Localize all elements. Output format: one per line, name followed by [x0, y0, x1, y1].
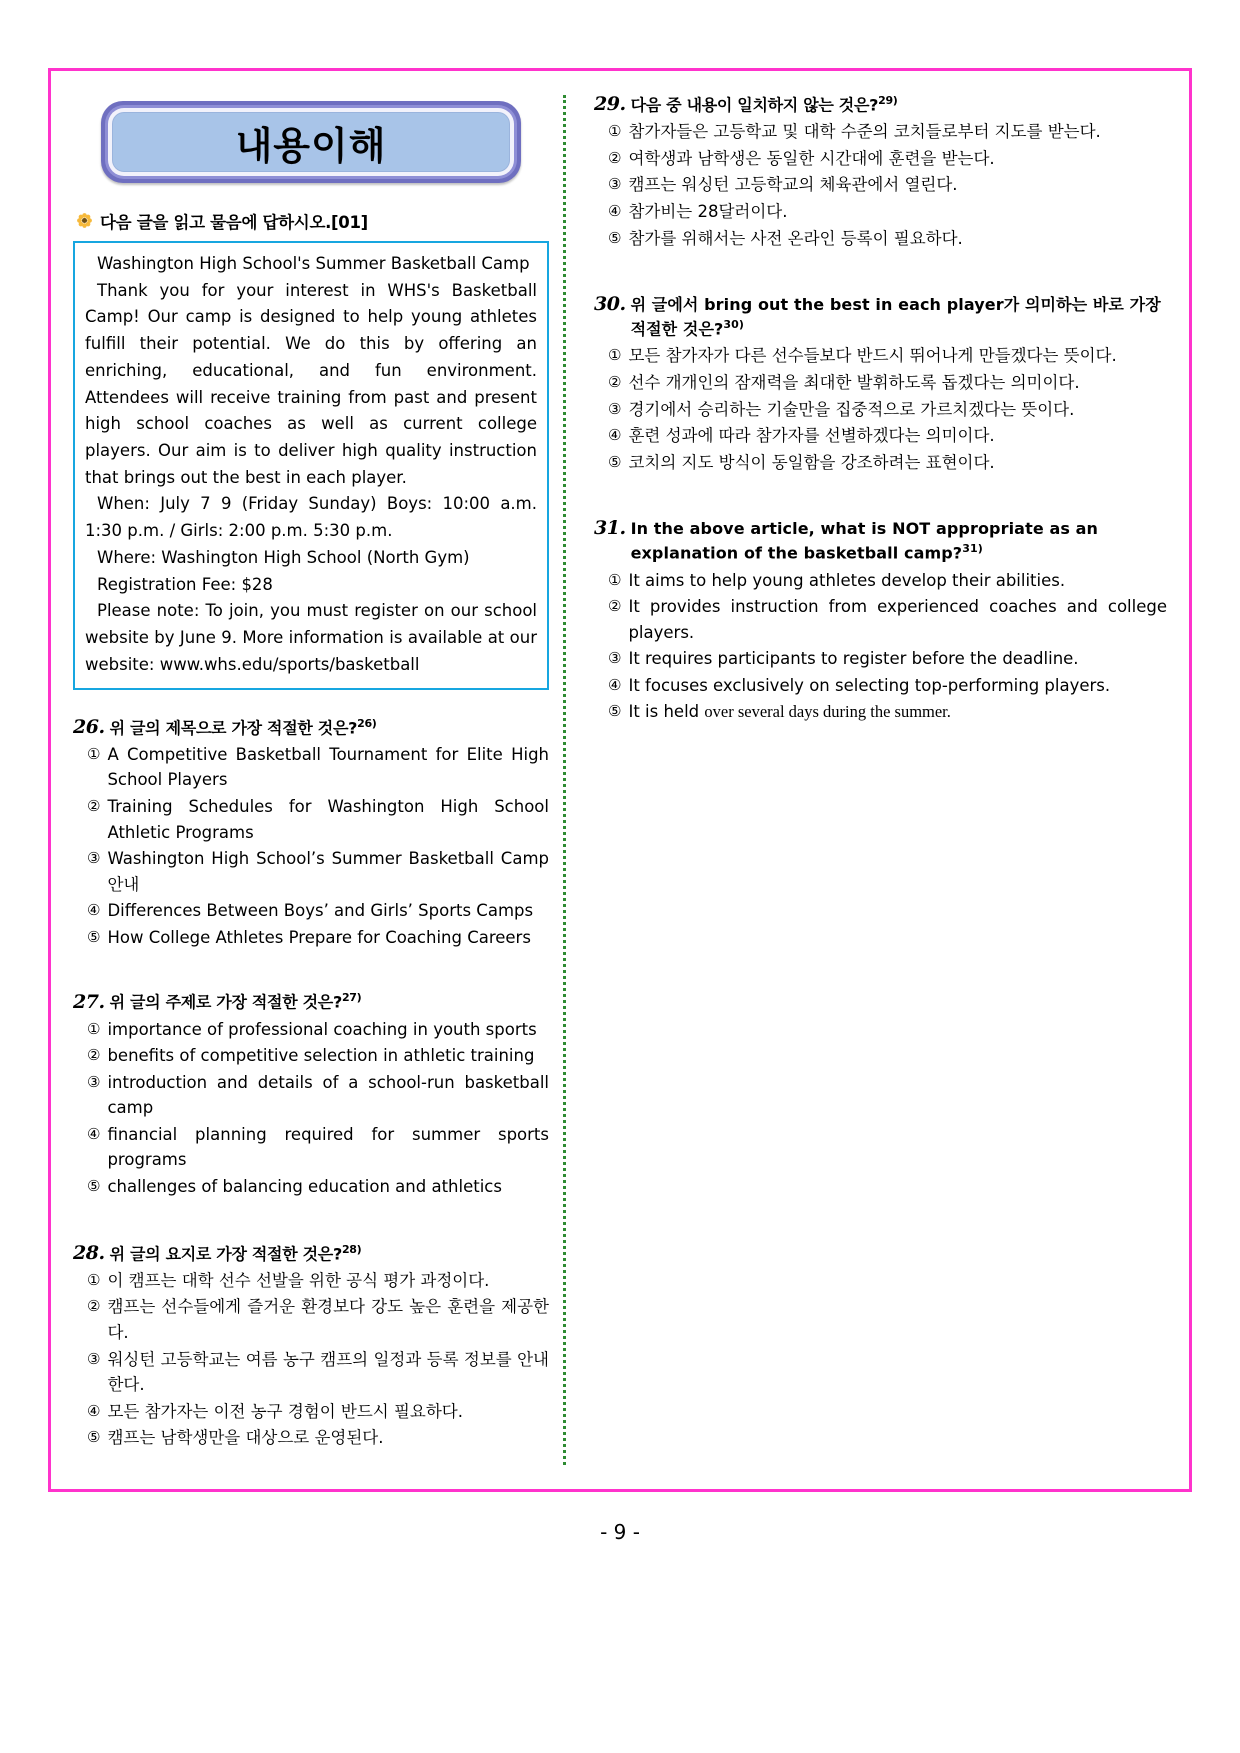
passage-paragraph-body: Thank you for your interest in WHS's Basketball Camp! Our camp is designed to help young athletes fulfill their potential. We do this by offering an enriching, educational, and fun environment. Attendees will receive training from past and present high school coaches as well as current college players. Our aim is to deliver high quality instruction that brings out the best in each player. — [85, 280, 537, 487]
choice-marker: ② — [87, 796, 101, 815]
choice-text-serif: over several days during the summer. — [704, 702, 951, 722]
banner-face — [112, 112, 510, 172]
question-28-stem-text: 위 글의 요지로 가장 적절한 것은? — [109, 1243, 342, 1263]
question-30-choices — [594, 343, 1167, 475]
choice-text: challenges of balancing education and athletics — [107, 1177, 502, 1197]
choice-marker: ① — [608, 122, 622, 141]
choice-text: Washington High School’s Summer Basketball Camp 안내 — [107, 849, 549, 894]
choice-text: Training Schedules for Washington High School Athletic Programs — [107, 796, 549, 842]
question-27-number: 27. — [73, 990, 105, 1013]
question-26-head — [73, 716, 549, 740]
choice-option[interactable] — [608, 568, 1167, 594]
choice-marker: ① — [608, 570, 622, 589]
question-27-head — [73, 990, 549, 1014]
question-27-footnote: 27) — [341, 991, 362, 1005]
choice-option[interactable] — [87, 1399, 549, 1425]
instruction-row — [77, 209, 549, 233]
question-30-footnote: 30) — [723, 318, 745, 332]
question-31-head — [594, 517, 1167, 565]
choice-text-sans: It is held — [628, 702, 705, 722]
choice-marker: ③ — [608, 175, 622, 194]
question-26 — [73, 716, 549, 951]
choice-option[interactable] — [608, 450, 1167, 476]
choice-text: benefits of competitive selection in athletic training — [107, 1046, 535, 1066]
choice-option[interactable] — [608, 646, 1167, 672]
choice-option[interactable] — [87, 1294, 549, 1345]
left-column — [51, 71, 563, 1489]
choice-marker: ⑤ — [87, 927, 101, 946]
choice-option[interactable] — [608, 594, 1167, 645]
choice-option[interactable] — [608, 172, 1167, 198]
choice-marker: ⑤ — [87, 1428, 101, 1447]
choice-option[interactable] — [87, 742, 549, 793]
passage-line-fee: Registration Fee: $28 — [97, 574, 273, 594]
passage-line-title: Washington High School's Summer Basketball Camp — [97, 254, 530, 273]
choice-text: How College Athletes Prepare for Coaching Careers — [107, 927, 531, 947]
choice-marker: ① — [608, 346, 622, 365]
choice-text: 캠프는 워싱턴 고등학교의 체육관에서 열린다. — [628, 175, 958, 195]
question-30-stem-text: 위 글에서 bring out the best in each player가 의미하는 바로 가장 적절한 것은? — [630, 295, 1161, 339]
choice-option[interactable] — [87, 1122, 549, 1173]
choice-text: 이 캠프는 대학 선수 선발을 위한 공식 평가 과정이다. — [107, 1270, 490, 1290]
choice-marker: ② — [608, 148, 622, 167]
choice-marker: ① — [87, 1019, 101, 1038]
choice-option[interactable] — [608, 673, 1167, 699]
choice-text: 경기에서 승리하는 기술만을 집중적으로 가르치겠다는 뜻이다. — [628, 399, 1075, 419]
choice-text: It focuses exclusively on selecting top-performing players. — [628, 675, 1111, 695]
question-30-number: 30. — [594, 293, 626, 316]
banner-title-text: 내용이해 — [235, 123, 387, 168]
choice-option[interactable] — [608, 397, 1167, 423]
choice-text: It aims to help young athletes develop their abilities. — [628, 570, 1066, 590]
choice-text: It provides instruction from experienced coaches and college players. — [628, 597, 1167, 642]
question-27 — [73, 990, 549, 1199]
passage-line-note: Please note: To join, you must register on our school website by June 9. More information is available at our website: www.whs.edu/sports/basketball — [85, 601, 537, 674]
choice-marker: ① — [87, 1270, 101, 1289]
question-29-number: 29. — [594, 93, 626, 116]
question-28-footnote: 28) — [341, 1242, 362, 1256]
choice-option[interactable] — [87, 898, 549, 924]
question-29-head — [594, 93, 1167, 117]
question-29-choices — [594, 119, 1167, 251]
choice-text: importance of professional coaching in youth sports — [107, 1019, 537, 1039]
choice-text: It requires participants to register before the deadline. — [628, 649, 1079, 669]
question-28 — [73, 1242, 549, 1451]
question-31-stem-text: In the above article, what is NOT appropriate as an explanation of the basketball camp? — [630, 519, 1099, 563]
question-26-stem — [110, 716, 377, 740]
choice-marker: ④ — [87, 901, 101, 920]
two-column-layout — [51, 71, 1189, 1489]
choice-option[interactable] — [608, 226, 1167, 252]
choice-text: 훈련 성과에 따라 참가자를 선별하겠다는 의미이다. — [628, 426, 995, 446]
question-26-choices — [73, 742, 549, 951]
choice-option[interactable] — [87, 1425, 549, 1451]
question-27-stem-text: 위 글의 주제로 가장 적절한 것은? — [109, 992, 342, 1012]
choice-option[interactable] — [608, 343, 1167, 369]
choice-text: 워싱턴 고등학교는 여름 농구 캠프의 일정과 등록 정보를 안내한다. — [107, 1349, 549, 1395]
question-31-number: 31. — [594, 517, 626, 540]
choice-option[interactable] — [608, 699, 1167, 725]
choice-text: 참가비는 28달러이다. — [628, 202, 788, 222]
choice-text: 여학생과 남학생은 동일한 시간대에 훈련을 받는다. — [628, 148, 995, 168]
instruction-text: 다음 글을 읽고 물음에 답하시오.[01] — [100, 213, 368, 232]
choice-option[interactable] — [608, 199, 1167, 225]
choice-marker: ⑤ — [608, 228, 622, 247]
choice-marker: ③ — [608, 649, 622, 668]
choice-marker: ③ — [87, 1072, 101, 1091]
question-28-stem — [110, 1242, 362, 1266]
choice-marker: ⑤ — [608, 452, 622, 471]
choice-option[interactable] — [87, 925, 549, 951]
question-31-choices — [594, 568, 1167, 725]
choice-marker: ③ — [87, 849, 101, 868]
question-29 — [594, 93, 1167, 251]
choice-text: introduction and details of a school-run basketball camp — [107, 1072, 549, 1118]
choice-text: A Competitive Basketball Tournament for Elite High School Players — [107, 744, 549, 790]
choice-text: 선수 개개인의 잠재력을 최대한 발휘하도록 돕겠다는 의미이다. — [628, 373, 1080, 393]
choice-text: 캠프는 남학생만을 대상으로 운영된다. — [107, 1428, 384, 1448]
question-29-stem — [631, 93, 898, 117]
choice-text: 참가를 위해서는 사전 온라인 등록이 필요하다. — [628, 228, 963, 248]
choice-option[interactable] — [608, 423, 1167, 449]
choice-marker: ④ — [87, 1401, 101, 1420]
choice-marker: ② — [87, 1297, 101, 1316]
question-26-footnote: 26) — [357, 716, 377, 730]
choice-text: 참가자들은 고등학교 및 대학 수준의 코치들로부터 지도를 받는다. — [628, 122, 1101, 142]
choice-marker: ② — [608, 373, 622, 392]
question-29-stem-text: 다음 중 내용이 일치하지 않는 것은? — [630, 95, 879, 115]
choice-text: 캠프는 선수들에게 즐거운 환경보다 강도 높은 훈련을 제공한다. — [107, 1297, 549, 1343]
choice-marker: ④ — [608, 675, 622, 694]
choice-marker: ⑤ — [87, 1177, 101, 1196]
choice-option[interactable] — [87, 846, 549, 897]
choice-option[interactable] — [608, 146, 1167, 172]
choice-option[interactable] — [87, 794, 549, 845]
choice-text — [628, 699, 1167, 725]
choice-marker: ④ — [87, 1124, 101, 1143]
passage-line-where: Where: Washington High School (North Gym) — [97, 547, 470, 567]
reading-passage-box — [73, 241, 549, 690]
page-number-footer: - 9 - — [600, 1520, 640, 1544]
choice-marker: ⑤ — [608, 702, 622, 721]
question-31 — [594, 517, 1167, 725]
choice-text: Differences Between Boys’ and Girls’ Sports Camps — [107, 901, 534, 921]
question-27-stem — [110, 990, 362, 1014]
choice-marker: ③ — [608, 399, 622, 418]
choice-option[interactable] — [608, 119, 1167, 145]
banner-layer-inner — [108, 108, 514, 176]
choice-marker: ① — [87, 744, 101, 763]
question-30 — [594, 293, 1167, 475]
choice-option[interactable] — [87, 1174, 549, 1200]
question-31-footnote: 31) — [962, 542, 983, 556]
flower-icon — [77, 213, 92, 228]
question-28-choices — [73, 1268, 549, 1451]
passage-line-when: When: July 7 9 (Friday Sunday) Boys: 10:00 a.m. 1:30 p.m. / Girls: 2:00 p.m. 5:30 p.m. — [85, 494, 537, 541]
choice-option[interactable] — [608, 370, 1167, 396]
choice-option[interactable] — [87, 1070, 549, 1121]
question-26-number: 26. — [73, 715, 105, 738]
right-column — [566, 71, 1189, 1489]
page-border-frame — [48, 68, 1192, 1492]
choice-marker: ② — [87, 1046, 101, 1065]
choice-marker: ③ — [87, 1349, 101, 1368]
question-27-choices — [73, 1017, 549, 1200]
question-31-stem — [631, 517, 1167, 565]
question-30-head — [594, 293, 1167, 341]
question-28-number: 28. — [73, 1241, 105, 1264]
choice-option[interactable] — [87, 1017, 549, 1043]
section-title-banner — [101, 101, 521, 183]
choice-option[interactable] — [87, 1268, 549, 1294]
choice-text: 모든 참가자는 이전 농구 경험이 반드시 필요하다. — [107, 1401, 463, 1421]
choice-text: financial planning required for summer sports programs — [107, 1124, 549, 1170]
choice-marker: ④ — [608, 202, 622, 221]
question-29-footnote: 29) — [878, 94, 898, 107]
choice-option[interactable] — [87, 1347, 549, 1398]
question-28-head — [73, 1242, 549, 1266]
banner-layer-mid — [105, 105, 517, 179]
choice-text: 모든 참가자가 다른 선수들보다 반드시 뛰어나게 만들겠다는 뜻이다. — [628, 346, 1117, 366]
question-30-stem — [631, 293, 1167, 341]
question-26-stem-text: 위 글의 제목으로 가장 적절한 것은? — [109, 717, 358, 737]
choice-marker: ④ — [608, 426, 622, 445]
choice-text: 코치의 지도 방식이 동일함을 강조하려는 표현이다. — [628, 452, 995, 472]
choice-option[interactable] — [87, 1043, 549, 1069]
choice-marker: ② — [608, 597, 622, 616]
